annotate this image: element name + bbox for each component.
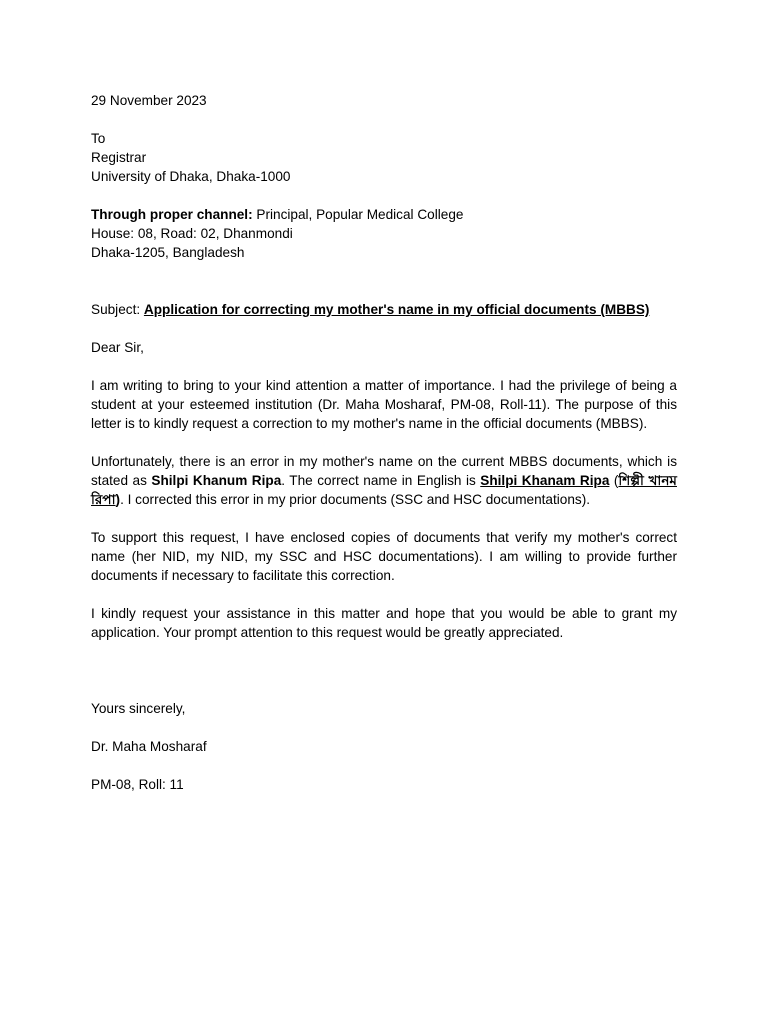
recipient-org: University of Dhaka, Dhaka-1000 — [91, 169, 291, 184]
channel-label: Through proper channel: — [91, 207, 253, 222]
channel-address2: Dhaka-1205, Bangladesh — [91, 245, 245, 260]
wrong-name: Shilpi Khanum Ripa — [151, 473, 282, 488]
para2-part4: ) — [115, 492, 121, 507]
paragraph-4: I kindly request your assistance in this matter and hope that you would be able to grant my application. Your prompt attention to this request would be greatly appreciated. — [91, 606, 677, 640]
recipient-to: To — [91, 131, 106, 146]
bangla-name: শিল্পী খানম রিপা — [91, 473, 677, 507]
paragraph-2 — [91, 452, 677, 509]
correct-name: Shilpi Khanam Ripa — [480, 473, 610, 488]
channel-line — [91, 205, 677, 224]
signature-name: Dr. Maha Mosharaf — [91, 739, 207, 754]
subject-label: Subject: — [91, 302, 144, 317]
recipient-title: Registrar — [91, 150, 147, 165]
subject-line — [91, 300, 677, 319]
para2-part3: ( — [609, 473, 619, 488]
para2-part5: . I corrected this error in my prior documents (SSC and HSC documentations). — [120, 492, 590, 507]
paragraph-1: I am writing to bring to your kind attention a matter of importance. I had the privilege of being a student at your esteemed institution (Dr. Maha Mosharaf, PM-08, Roll-11). The purpose of this letter is to kindly request a correction to my mother's name in the official documents (MBBS). — [91, 378, 677, 431]
channel-block — [91, 205, 677, 262]
para2-part2: . The correct name in English is — [281, 473, 481, 488]
letter — [91, 91, 677, 794]
paragraph-3: To support this request, I have enclosed copies of documents that verify my mother's correct name (her NID, my NID, my SSC and HSC documentations). I am willing to provide further documents if necessary to facilitate this correction. — [91, 530, 677, 583]
salutation: Dear Sir, — [91, 340, 144, 355]
recipient-block — [91, 129, 677, 186]
para2-part1: Unfortunately, there is an error in my mother's name on the current MBBS documents, which is stated as — [91, 454, 677, 488]
subject-text: Application for correcting my mother's name in my official documents (MBBS) — [143, 302, 650, 317]
closing: Yours sincerely, — [91, 701, 186, 716]
channel-address1: House: 08, Road: 02, Dhanmondi — [91, 226, 293, 241]
channel-value: Principal, Popular Medical College — [252, 207, 464, 222]
signature-detail: PM-08, Roll: 11 — [91, 777, 184, 792]
letter-date: 29 November 2023 — [91, 93, 207, 108]
